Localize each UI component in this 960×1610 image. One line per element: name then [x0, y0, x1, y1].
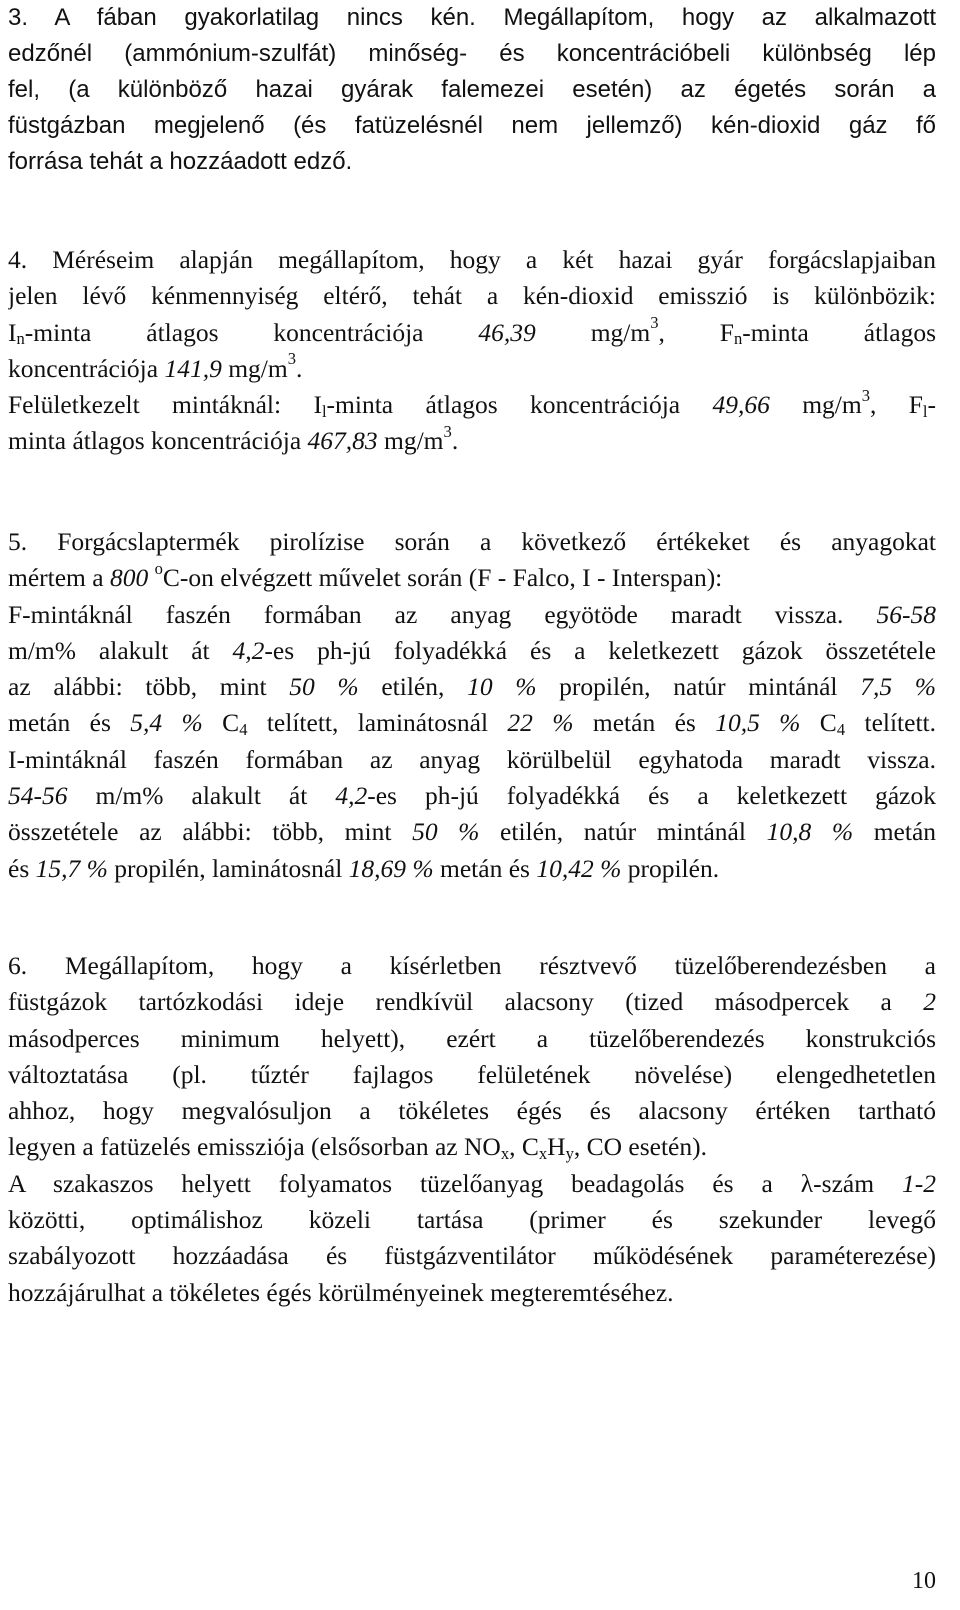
- finding-6-line-5: ahhoz, hogy megvalósuljon a tökéletes égés és alacsony értéken tartható: [8, 1096, 936, 1126]
- finding-5-line-6: metán és 5,4 % $C_4$ telített, laminátosnál 22 % metán és 10,5 % $C_4$ telített.: [8, 708, 936, 739]
- finding-6-paragraph: [8, 948, 936, 1311]
- finding-3-line-5: forrása tehát a hozzáadott edző.: [8, 148, 353, 175]
- finding-6-line-6: legyen a fatüzelés emissziója (elsősorban az $NO_x$, $C_xH_y$, CO esetén).: [8, 1132, 707, 1163]
- finding-3-line-2: edzőnél (ammónium-szulfát) minőség- és koncentrációbeli különbség lép: [8, 40, 936, 67]
- finding-4-paragraph: [8, 242, 936, 460]
- finding-4-line-4: koncentrációja 141,9 $mg/m^3$.: [8, 349, 303, 383]
- value-467-83: 467,83: [307, 426, 378, 456]
- finding-4-line-2: jelen lévő kénmennyiség eltérő, tehát a kén-dioxid emisszió is különbözik:: [8, 281, 936, 311]
- finding-3-line-4: füstgázban megjelenő (és fatüzelésnél nem jellemző) kén-dioxid gáz fő: [8, 112, 936, 139]
- finding-3-line-3: fel, (a különböző hazai gyárak falemezei esetén) az égetés során a: [8, 76, 936, 103]
- finding-6-line-1: 6. Megállapítom, hogy a kísérletben résztvevő tüzelőberendezésben a: [8, 951, 936, 980]
- finding-5-line-4: m/m% alakult át 4,2-es ph-jú folyadékká és a keletkezett gázok összetétele: [8, 635, 936, 665]
- finding-6-line-8: közötti, optimálishoz közeli tartása (primer és szekunder levegő: [8, 1205, 936, 1235]
- finding-5-line-7: I-mintáknál faszén formában az anyag körülbelül egyhatoda maradt vissza.: [8, 744, 936, 774]
- finding-6-line-9: szabályozott hozzáadása és füstgázventilátor működésének paraméterezése): [8, 1241, 936, 1271]
- finding-5-line-3: F-mintáknál faszén formában az anyag egyötöde maradt vissza. 56-58: [8, 599, 936, 629]
- finding-3-paragraph: [8, 0, 936, 180]
- finding-5-line-8: 54-56 m/m% alakult át 4,2-es ph-jú folyadékká és a keletkezett gázok: [8, 781, 936, 811]
- finding-4-line-6: minta átlagos koncentrációja 467,83 $mg/m^3$.: [8, 422, 459, 456]
- finding-5-line-5: az alábbi: több, mint 50 % etilén, 10 % propilén, natúr mintánál 7,5 %: [8, 672, 936, 702]
- finding-6-line-10: hozzájárulhat a tökéletes égés körülményeinek megteremtéséhez.: [8, 1277, 674, 1307]
- page-number: 10: [912, 1568, 936, 1594]
- finding-4-line-5: Felületkezelt mintáknál: $I_l$-minta átlagos koncentrációja 49,66 $mg/m^3$, $F_l-$: [8, 387, 936, 421]
- value-49-66: 49,66: [712, 390, 770, 420]
- finding-6-line-3: másodperces minimum helyett), ezért a tüzelőberendezés konstrukciós: [8, 1023, 936, 1053]
- finding-5-line-10: és 15,7 % propilén, laminátosnál 18,69 % metán és 10,42 % propilén.: [8, 853, 720, 883]
- finding-6-line-2: füstgázok tartózkodási ideje rendkívül alacsony (tized másodpercek a 2: [8, 987, 936, 1017]
- finding-5-paragraph: [8, 524, 936, 887]
- finding-4-line-1: 4. Méréseim alapján megállapítom, hogy a két hazai gyár forgácslapjaiban: [8, 245, 936, 274]
- finding-6-line-4: változtatása (pl. tűztér fajlagos felületének növelése) elengedhetetlen: [8, 1059, 936, 1089]
- value-46-39: 46,39: [478, 317, 536, 347]
- finding-5-line-9: összetétele az alábbi: több, mint 50 % etilén, natúr mintánál 10,8 % metán: [8, 817, 936, 847]
- finding-5-line-1: 5. Forgácslaptermék pirolízise során a következő értékeket és anyagokat: [8, 527, 936, 556]
- value-141-9: 141,9: [164, 353, 222, 383]
- finding-4-line-3: $I_n$-minta átlagos koncentrációja 46,39 $mg/m^3$, $F_n$-minta átlagos: [8, 314, 936, 348]
- finding-6-line-7: A szakaszos helyett folyamatos tüzelőanyag beadagolás és a λ-szám 1-2: [8, 1168, 936, 1198]
- finding-5-line-2: mértem a 800 $^o$C-on elvégzett művelet során (F - Falco, I - Interspan):: [8, 558, 723, 593]
- finding-3-line-1: 3. A fában gyakorlatilag nincs kén. Megállapítom, hogy az alkalmazott: [8, 4, 936, 31]
